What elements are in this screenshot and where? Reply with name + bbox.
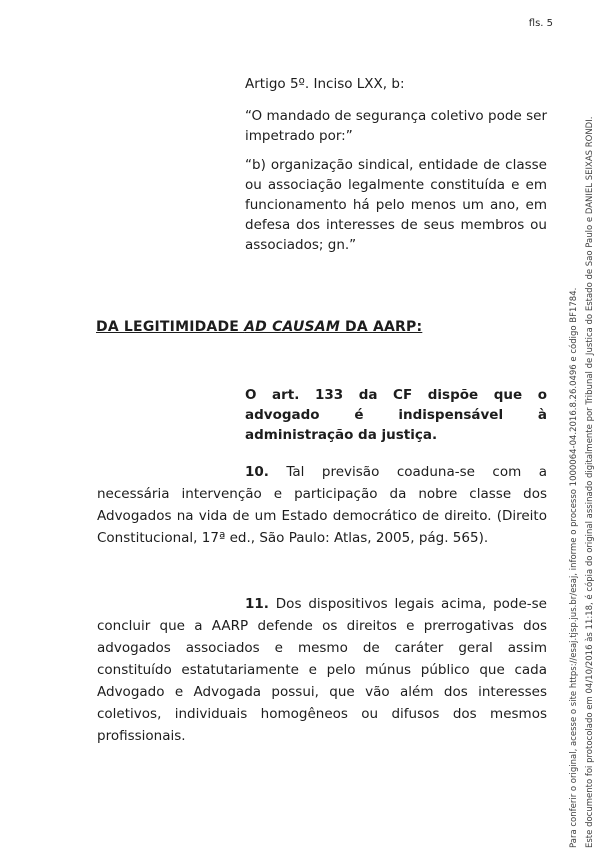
paragraph-11-number: 11. [245, 596, 269, 612]
heading-latin-term: AD CAUSAM [244, 319, 340, 335]
blockquote-mandado-seguranca: “O mandado de segurança coletivo pode ser impetrado por:” [245, 108, 547, 144]
blockquote-organizacao-sindical: “b) organização sindical, entidade de classe ou associação legalmente constituída e em funcionamento há pelo menos um ano, em defesa dos interesses de seus membros ou associados; gn.” [245, 157, 547, 253]
stamp-line-protocol: Este documento foi protocolado em 04/10/2016 às 11:18, é cópia do original assinado digitalmente por Tribunal de Justica do Estado de Sao Paulo e DANIEL SEIXAS RONDI. [585, 116, 595, 848]
paragraph-10-number: 10. [245, 464, 269, 480]
paragraph-10-text: Tal previsão coaduna-se com a necessária intervenção e participação da nobre classe dos Advogados na vida de um Estado democrático de direito. (Direito Constitucional, 17ª ed., São Paulo: Atlas, 2005, pág. 565). [97, 464, 547, 546]
paragraph-11-text: Dos dispositivos legais acima, pode-se concluir que a AARP defende os direitos e prerrogativas dos advogados associados e mesmo de caráter geral assim constituído estatutariamente e pelo múnus público que cada Advogado e Advogada possui, que vão além dos interesses coletivos, individuais homogêneos ou difusos dos mesmos profissionais. [97, 596, 547, 744]
stamp-line-verification: Para conferir o original, acesse o site https://esaj.tjsp.jus.br/esaj, informe o processo 1000064-04.2016.8.26.0496 e código BF1784. [569, 287, 579, 848]
blockquote-art-133-cf: O art. 133 da CF dispõe que o advogado é indispensável à administração da justiça. [245, 387, 547, 443]
paragraph-10 [97, 461, 547, 549]
paragraph-11 [97, 593, 547, 747]
section-heading-legitimidade [96, 319, 422, 335]
heading-text-part2: DA AARP: [339, 319, 423, 335]
digital-signature-stamp [566, 4, 598, 848]
heading-text-part1: DA LEGITIMIDADE [96, 319, 245, 335]
article-reference-line: Artigo 5º. Inciso LXX, b: [245, 76, 405, 92]
folio-number: fls. 5 [528, 18, 553, 29]
